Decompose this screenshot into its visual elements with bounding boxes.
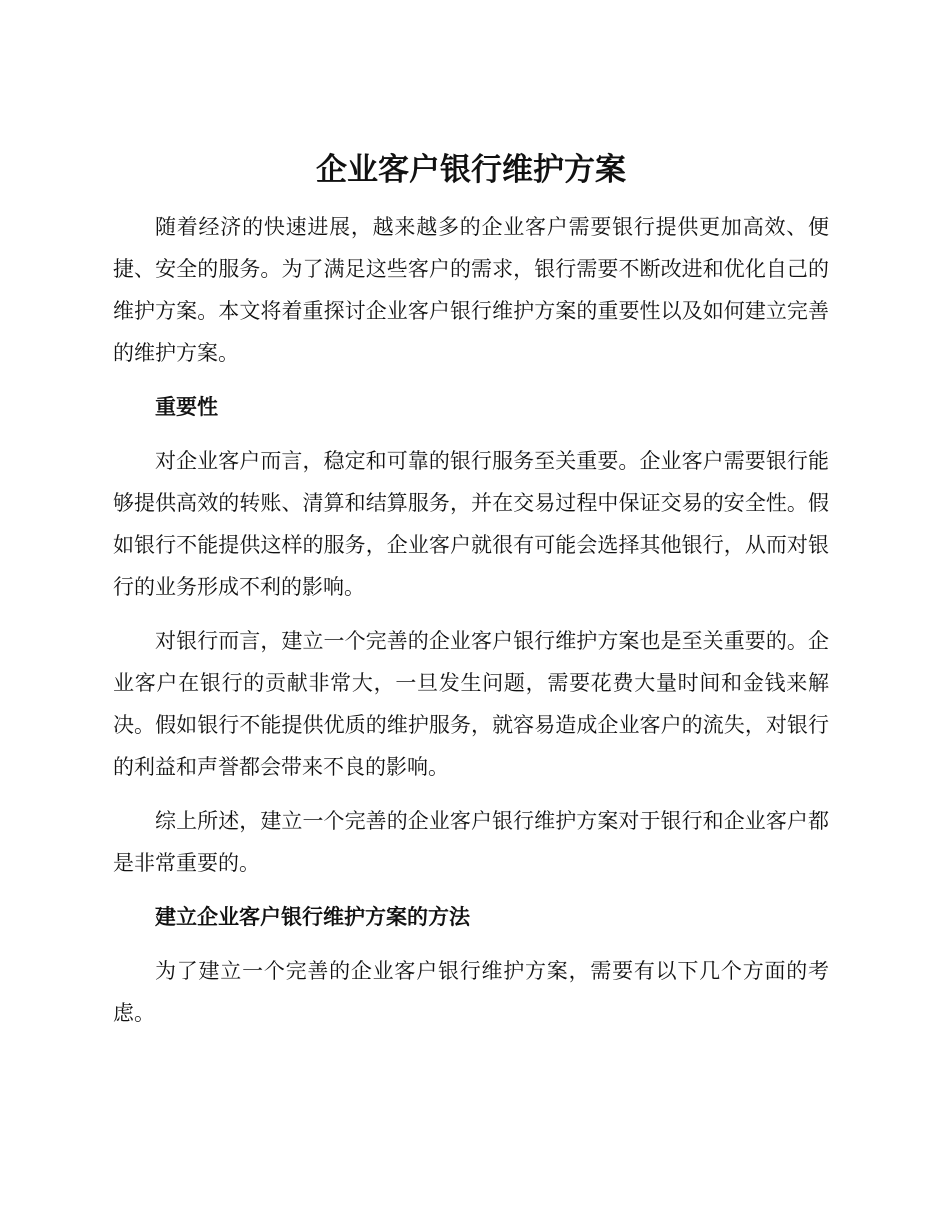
methods-paragraph-1: 为了建立一个完善的企业客户银行维护方案，需要有以下几个方面的考虑。 — [113, 959, 829, 1025]
importance-paragraph-2: 对银行而言，建立一个完善的企业客户银行维护方案也是至关重要的。企业客户在银行的贡献非常大，一旦发生问题，需要花费大量时间和金钱来解决。假如银行不能提供优质的维护服务，就容易造成企业客户的流失，对银行的利益和声誉都会带来不良的影响。 — [113, 629, 829, 779]
importance-paragraph-3: 综上所述，建立一个完善的企业客户银行维护方案对于银行和企业客户都是非常重要的。 — [113, 809, 829, 875]
document-body — [113, 148, 829, 1034]
section-heading-methods: 建立企业客户银行维护方案的方法 — [155, 905, 470, 929]
section-heading-importance: 重要性 — [155, 395, 218, 419]
document-title: 企业客户银行维护方案 — [316, 152, 626, 188]
importance-paragraph-1: 对企业客户而言，稳定和可靠的银行服务至关重要。企业客户需要银行能够提供高效的转账、清算和结算服务，并在交易过程中保证交易的安全性。假如银行不能提供这样的服务，企业客户就很有可能会选择其他银行，从而对银行的业务形成不利的影响。 — [113, 449, 829, 599]
intro-paragraph: 随着经济的快速进展，越来越多的企业客户需要银行提供更加高效、便捷、安全的服务。为了满足这些客户的需求，银行需要不断改进和优化自己的维护方案。本文将着重探讨企业客户银行维护方案的重要性以及如何建立完善的维护方案。 — [113, 215, 829, 365]
